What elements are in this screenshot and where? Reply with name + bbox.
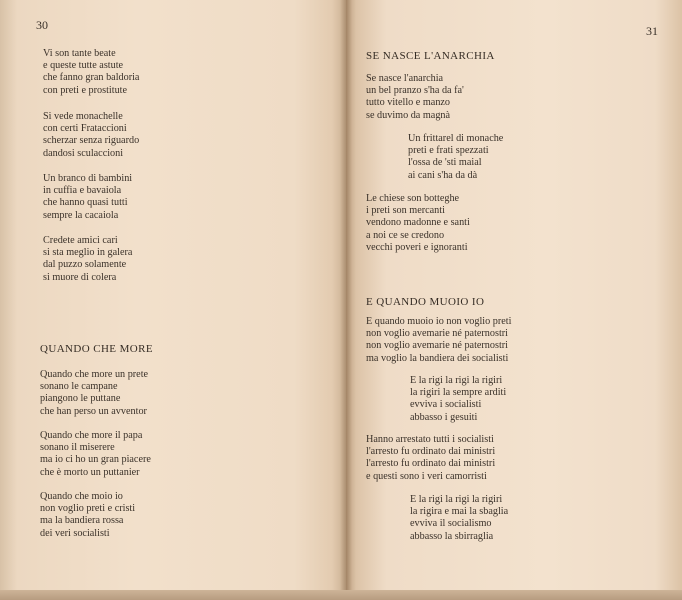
anarchia-stanza-2 [408, 133, 503, 182]
page-bottom-edge [0, 590, 682, 600]
verse-line: che han perso un avventor [40, 405, 147, 417]
stanza-2 [43, 111, 139, 160]
verse-line: Le chiese son botteghe [366, 193, 460, 204]
verse-line: se duvimo da magnà [366, 109, 451, 121]
verse-line: la rigira e mai la sbaglia [410, 506, 509, 518]
verse-line: E la rigi la rigi la rigiri [410, 494, 503, 505]
song-stanza-1 [40, 369, 148, 418]
verse-line: Un branco di bambini [43, 173, 133, 184]
verse-line: e queste tutte astute [43, 60, 124, 72]
stanza-1 [43, 48, 139, 97]
verse-line: sonano le campane [40, 381, 118, 393]
verse-line: non voglio avemarie né paternostri [366, 328, 509, 340]
stanza-3 [43, 173, 132, 222]
muoio-refrain-2 [410, 494, 508, 543]
verse-line: vendono madonne e santi [366, 217, 470, 229]
verse-line: e questi sono i veri camorristi [366, 470, 487, 482]
verse-line: con certi Frataccioni [43, 123, 127, 135]
verse-line: che è morto un puttanier [40, 466, 140, 478]
verse-line: tutto vitello e manzo [366, 97, 451, 109]
verse-line: Quando che more un prete [40, 369, 149, 380]
verse-line: ma io ci ho un gran piacere [40, 454, 151, 466]
verse-line: Se nasce l'anarchia [366, 73, 444, 84]
anarchia-stanza-3 [366, 193, 470, 254]
verse-line: si sta meglio in galera [43, 247, 133, 259]
song-title-quando-che-more: QUANDO CHE MORE [40, 343, 153, 355]
verse-line: l'arresto fu ordinato dai ministri [366, 446, 496, 458]
verse-line: vecchi poveri e ignoranti [366, 241, 468, 253]
verse-line: dandosi sculaccioni [43, 147, 124, 159]
verse-line: Si vede monachelle [43, 111, 123, 122]
verse-line: si muore di colera [43, 271, 117, 283]
verse-line: i preti son mercanti [366, 205, 445, 217]
verse-line: la rigiri la sempre arditi [410, 387, 507, 399]
verse-line: ma la bandiera rossa [40, 515, 124, 527]
page-number-left: 30 [36, 18, 48, 32]
verse-line: che fanno gran baldoria [43, 72, 140, 84]
verse-line: a noi ce se credono [366, 229, 445, 241]
song-title-e-quando-muoio-io: E QUANDO MUOIO IO [366, 296, 485, 308]
verse-line: evviva i socialisti [410, 399, 482, 411]
verse-line: che hanno quasi tutti [43, 197, 128, 209]
muoio-refrain-1 [410, 375, 506, 424]
song-stanza-3 [40, 491, 135, 540]
verse-line: Vi son tante beate [43, 48, 116, 59]
book-gutter [340, 0, 352, 600]
verse-line: Un frittarel di monache [408, 133, 504, 144]
verse-line: scherzar senza riguardo [43, 135, 140, 147]
verse-line: l'ossa de 'sti maial [408, 157, 482, 169]
verse-line: piangono le puttane [40, 393, 121, 405]
verse-line: ai cani s'ha da dà [408, 169, 478, 181]
anarchia-stanza-1 [366, 73, 464, 122]
verse-line: non voglio preti e cristi [40, 503, 136, 515]
verse-line: evviva il socialismo [410, 518, 492, 530]
verse-line: abbasso i gesuiti [410, 411, 478, 423]
verse-line: Hanno arrestato tutti i socialisti [366, 434, 494, 445]
verse-line: sempre la cacaiola [43, 209, 119, 221]
verse-line: Quando che moio io [40, 491, 123, 502]
verse-line: un bel pranzo s'ha da fa' [366, 85, 464, 97]
verse-line: sonano il miserere [40, 442, 115, 454]
verse-line: preti e frati spezzati [408, 145, 489, 157]
verse-line: non voglio avemarie né paternostri [366, 340, 509, 352]
verse-line: E la rigi la rigi la rigiri [410, 375, 503, 386]
verse-line: abbasso la sbirraglia [410, 530, 494, 542]
verse-line: ma voglio la bandiera dei socialisti [366, 352, 509, 364]
stanza-4 [43, 235, 132, 284]
right-page [346, 0, 682, 600]
muoio-stanza-1 [366, 316, 511, 365]
muoio-stanza-2 [366, 434, 495, 483]
song-stanza-2 [40, 430, 151, 479]
verse-line: l'arresto fu ordinato dai ministri [366, 458, 496, 470]
song-title-se-nasce-anarchia: SE NASCE L'ANARCHIA [366, 50, 495, 62]
verse-line: dei veri socialisti [40, 527, 110, 539]
verse-line: Credete amici cari [43, 235, 118, 246]
verse-line: dal puzzo solamente [43, 259, 127, 271]
page-number-right: 31 [646, 24, 658, 38]
verse-line: con preti e prostitute [43, 84, 128, 96]
verse-line: in cuffia e bavaiola [43, 185, 122, 197]
verse-line: Quando che more il papa [40, 430, 143, 441]
verse-line: E quando muoio io non voglio preti [366, 316, 512, 327]
